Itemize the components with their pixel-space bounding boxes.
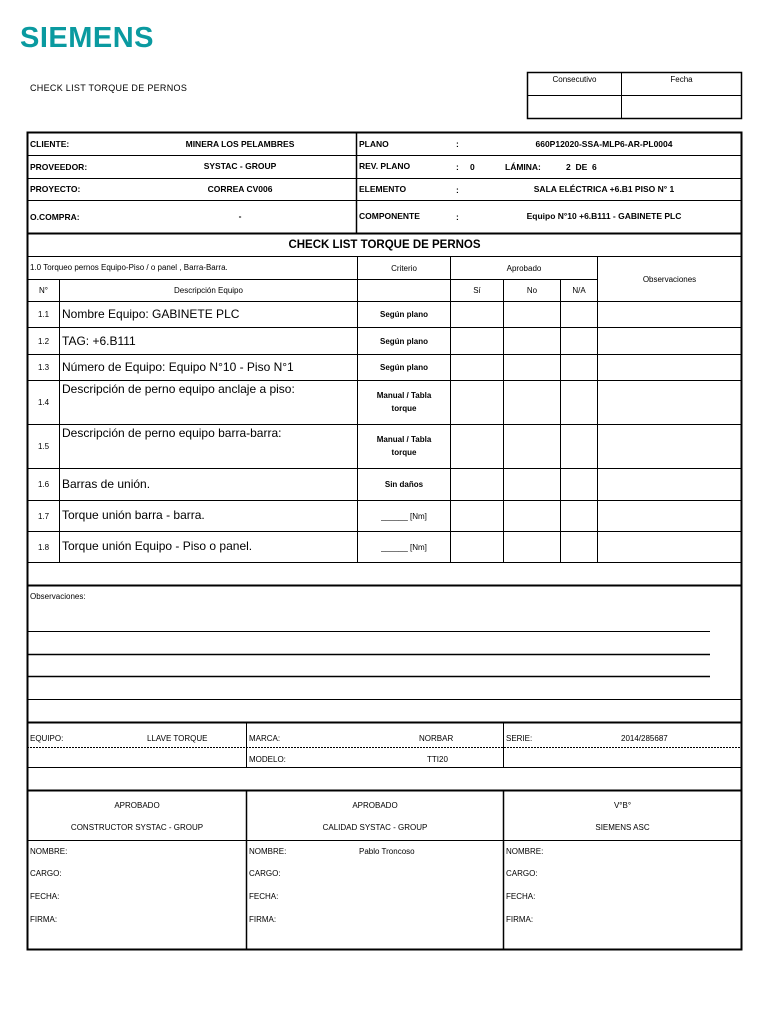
sig1-cargo-label: CARGO: (30, 869, 62, 878)
marca-value: NORBAR (419, 734, 454, 743)
sig1-fecha-label: FECHA: (30, 892, 60, 901)
criterio-header: Criterio (391, 263, 417, 273)
row-criterio: ______ [Nm] (381, 511, 427, 521)
sig3-title: V°B° (613, 801, 632, 810)
lamina-label: LÁMINA: (505, 162, 541, 172)
row-criterio-line2: torque (391, 404, 417, 413)
row-number: 1.5 (37, 442, 50, 451)
proyecto-value: CORREA CV006 (207, 184, 273, 194)
row-description: Torque unión Equipo - Piso o panel. (62, 539, 253, 553)
sig3-firma-label: FIRMA: (506, 915, 534, 924)
row-number: 1.6 (37, 480, 50, 489)
row-number: 1.4 (37, 398, 50, 407)
row-number: 1.1 (37, 310, 50, 319)
row-description: Nombre Equipo: GABINETE PLC (62, 307, 240, 321)
row-description: Número de Equipo: Equipo N°10 - Piso N°1 (62, 360, 294, 374)
row-description: Descripción de perno equipo anclaje a piso: (62, 382, 295, 396)
fecha-field[interactable] (622, 96, 741, 118)
n-header: N° (39, 286, 48, 295)
sig1-firma-label: FIRMA: (30, 915, 58, 924)
componente-label: COMPONENTE (359, 211, 420, 221)
row-criterio: Sin daños (384, 480, 424, 489)
si-header: Sí (473, 286, 481, 295)
sig2-nombre-label: NOMBRE: (249, 847, 287, 856)
lamina-value: 2 DE 6 (566, 162, 597, 172)
observaciones-label: Observaciones: (30, 592, 86, 601)
sig1-nombre-label: NOMBRE: (30, 847, 68, 856)
sig3-cargo-label: CARGO: (506, 869, 538, 878)
row-criterio: Manual / Tabla (376, 391, 432, 400)
ocompra-value: - (238, 211, 242, 221)
row-number: 1.8 (37, 542, 50, 552)
plano-value: 660P12020-SSA-MLP6-AR-PL0004 (535, 139, 673, 149)
row-description: Barras de unión. (62, 477, 151, 491)
row-criterio: Según plano (380, 310, 428, 319)
consecutivo-field[interactable] (528, 96, 621, 118)
cliente-label: CLIENTE: (30, 139, 70, 149)
sig1-title: APROBADO (114, 801, 160, 810)
modelo-value: TTI20 (427, 755, 448, 764)
row-number: 1.2 (37, 336, 50, 346)
cliente-value: MINERA LOS PELAMBRES (185, 139, 295, 149)
serie-label: SERIE: (506, 734, 533, 743)
sig3-nombre-label: NOMBRE: (506, 847, 544, 856)
observaciones-area[interactable] (28, 603, 710, 698)
sig2-subtitle: CALIDAD SYSTAC - GROUP (322, 823, 428, 832)
row-description: Descripción de perno equipo barra-barra: (62, 426, 282, 440)
consecutivo-label: Consecutivo (552, 74, 597, 84)
row-number: 1.7 (37, 511, 50, 521)
componente-value: Equipo N°10 +6.B111 - GABINETE PLC (526, 211, 682, 221)
row-criterio: Según plano (380, 336, 428, 346)
row-description: TAG: +6.B111 (62, 334, 136, 348)
componente-colon: : (456, 212, 459, 222)
serie-value: 2014/285687 (621, 734, 668, 743)
sig3-fecha-label: FECHA: (506, 892, 536, 901)
observaciones-header: Observaciones (642, 274, 697, 284)
marca-label: MARCA: (249, 734, 281, 743)
rev-colon: : (456, 162, 459, 172)
no-header: No (526, 286, 538, 295)
plano-colon: : (456, 139, 459, 149)
sig3-subtitle: SIEMENS ASC (595, 823, 650, 832)
elemento-label: ELEMENTO (359, 184, 407, 194)
sig2-fecha-label: FECHA: (249, 892, 279, 901)
sig2-nombre-value: Pablo Troncoso (359, 847, 415, 856)
modelo-label: MODELO: (249, 755, 286, 764)
ocompra-label: O.COMPRA: (30, 212, 80, 222)
row-criterio: ______ [Nm] (381, 542, 427, 552)
proveedor-value: SYSTAC - GROUP (203, 161, 277, 171)
elemento-colon: : (456, 185, 459, 195)
fecha-label: Fecha (670, 74, 693, 84)
elemento-value: SALA ELÉCTRICA +6.B1 PISO N° 1 (533, 184, 675, 194)
na-header: N/A (572, 286, 586, 295)
proyecto-label: PROYECTO: (30, 184, 81, 194)
sig2-cargo-label: CARGO: (249, 869, 281, 878)
sig2-firma-label: FIRMA: (249, 915, 277, 924)
plano-label: PLANO (359, 139, 389, 149)
equipo-value: LLAVE TORQUE (147, 734, 208, 743)
equipo-label: EQUIPO: (30, 734, 64, 743)
sig2-title: APROBADO (352, 801, 398, 810)
sig1-subtitle: CONSTRUCTOR SYSTAC - GROUP (70, 823, 204, 832)
descripcion-header: Descripción Equipo (174, 286, 243, 295)
row-number: 1.3 (37, 363, 50, 372)
siemens-logo: SIEMENS (20, 22, 155, 54)
aprobado-header: Aprobado (506, 263, 542, 273)
row-criterio: Manual / Tabla (376, 435, 432, 444)
proveedor-label: PROVEEDOR: (30, 162, 88, 172)
rev-plano-label: REV. PLANO (359, 161, 411, 171)
row-description: Torque unión barra - barra. (62, 508, 205, 522)
row-criterio: Según plano (380, 363, 428, 372)
rev-plano-value: 0 (470, 162, 475, 172)
document-title: CHECK LIST TORQUE DE PERNOS (30, 83, 188, 93)
group-label: 1.0 Torqueo pernos Equipo-Piso / o panel , Barra-Barra. (30, 263, 228, 272)
section-title: CHECK LIST TORQUE DE PERNOS (288, 239, 481, 251)
row-criterio-line2: torque (391, 448, 417, 457)
